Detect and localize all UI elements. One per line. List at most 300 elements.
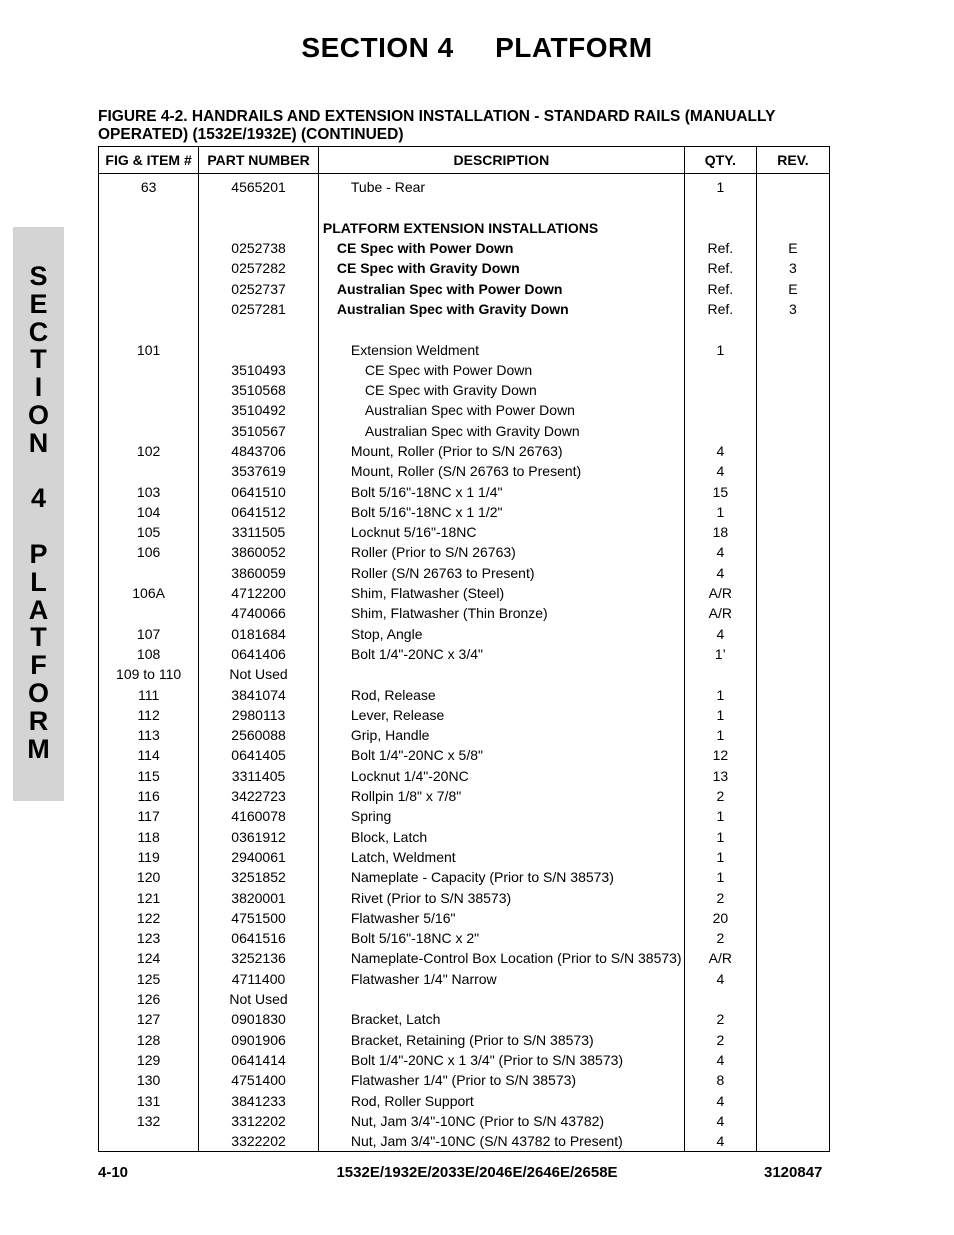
cell-fig-item [99, 461, 199, 481]
cell-fig-item [99, 421, 199, 441]
cell-qty [684, 989, 756, 1009]
table-row [99, 563, 830, 583]
header-rev: REV. [756, 147, 829, 174]
table-row [99, 806, 830, 826]
cell-description [318, 786, 684, 806]
cell-part-number: 0361912 [199, 827, 319, 847]
cell-part-number: 3251852 [199, 867, 319, 887]
cell-fig-item [99, 360, 199, 380]
side-tab-letter [13, 513, 64, 541]
cell-description [318, 1090, 684, 1110]
description-text: Australian Spec with Gravity Down [364, 422, 580, 439]
cell-rev [756, 887, 829, 907]
cell-part-number: 4712200 [199, 583, 319, 603]
cell-fig-item [99, 238, 199, 258]
cell-part-number: 3510567 [199, 421, 319, 441]
cell-description [318, 400, 684, 420]
cell-part-number: 0641414 [199, 1050, 319, 1070]
table-row [99, 725, 830, 745]
cell-part-number: 3860052 [199, 542, 319, 562]
cell-part-number: 0641406 [199, 644, 319, 664]
cell-qty: Ref. [684, 258, 756, 278]
description-text: Flatwasher 1/4" (Prior to S/N 38573) [350, 1072, 577, 1089]
table-row [99, 1070, 830, 1090]
cell-part-number: 0901830 [199, 1009, 319, 1029]
cell-description [318, 948, 684, 968]
table-row [99, 583, 830, 603]
cell-rev [756, 989, 829, 1009]
description-text: Nameplate - Capacity (Prior to S/N 38573) [350, 869, 614, 886]
cell-part-number: 3860059 [199, 563, 319, 583]
cell-description [318, 745, 684, 765]
cell-fig-item: 114 [99, 745, 199, 765]
cell-description [318, 989, 684, 1009]
cell-fig-item: 106 [99, 542, 199, 562]
cell-qty: 1 [684, 725, 756, 745]
cell-qty: 1 [684, 827, 756, 847]
cell-qty: 4 [684, 969, 756, 989]
cell-part-number: 3322202 [199, 1131, 319, 1152]
cell-qty: 20 [684, 908, 756, 928]
table-row [99, 522, 830, 542]
table-row [99, 481, 830, 501]
cell-qty: 4 [684, 542, 756, 562]
cell-rev [756, 421, 829, 441]
cell-description [318, 867, 684, 887]
cell-qty: 1 [684, 867, 756, 887]
description-text: Rivet (Prior to S/N 38573) [350, 889, 512, 906]
cell-description [318, 421, 684, 441]
description-text: Mount, Roller (Prior to S/N 26763) [350, 443, 563, 459]
cell-rev [756, 928, 829, 948]
cell-description [318, 360, 684, 380]
cell-qty: A/R [684, 603, 756, 623]
cell-description [318, 522, 684, 542]
cell-description [318, 644, 684, 664]
parts-table [98, 146, 830, 1152]
cell-part-number [199, 339, 319, 359]
cell-fig-item: 127 [99, 1009, 199, 1029]
cell-fig-item [99, 258, 199, 278]
cell-fig-item: 115 [99, 766, 199, 786]
cell-description [318, 278, 684, 298]
cell-fig-item [99, 299, 199, 319]
cell-part-number: 4751400 [199, 1070, 319, 1090]
cell-rev [756, 360, 829, 380]
cell-description [318, 847, 684, 867]
cell-qty: A/R [684, 583, 756, 603]
description-text: Extension Weldment [350, 341, 480, 358]
description-text: Rollpin 1/8" x 7/8" [350, 788, 462, 805]
cell-description [318, 441, 684, 461]
table-row [99, 238, 830, 258]
cell-description [318, 197, 684, 217]
table-row [99, 603, 830, 623]
cell-rev [756, 1131, 829, 1152]
cell-description [318, 806, 684, 826]
table-row [99, 705, 830, 725]
cell-fig-item: 107 [99, 624, 199, 644]
cell-fig-item [99, 603, 199, 623]
cell-rev: E [756, 278, 829, 298]
cell-fig-item: 108 [99, 644, 199, 664]
description-text: Bracket, Retaining (Prior to S/N 38573) [350, 1031, 594, 1048]
cell-fig-item [99, 563, 199, 583]
cell-rev [756, 583, 829, 603]
cell-qty: 2 [684, 1009, 756, 1029]
cell-rev [756, 847, 829, 867]
cell-qty [684, 664, 756, 684]
cell-fig-item: 129 [99, 1050, 199, 1070]
cell-part-number [199, 319, 319, 339]
cell-fig-item [99, 380, 199, 400]
cell-part-number: 4751500 [199, 908, 319, 928]
cell-rev [756, 380, 829, 400]
cell-qty: 1 [684, 174, 756, 198]
cell-qty: 4 [684, 1111, 756, 1131]
cell-part-number: 0901906 [199, 1029, 319, 1049]
cell-part-number: 3537619 [199, 461, 319, 481]
table-row [99, 461, 830, 481]
cell-part-number: 3252136 [199, 948, 319, 968]
description-text: Mount, Roller (S/N 26763 to Present) [350, 463, 582, 480]
description-text: Flatwasher 1/4" Narrow [350, 970, 497, 987]
description-text: Bolt 5/16"-18NC x 1 1/4" [350, 483, 503, 500]
cell-qty: 1 [684, 705, 756, 725]
description-text: CE Spec with Gravity Down [336, 260, 520, 277]
header-description: DESCRIPTION [318, 147, 684, 174]
section-label: SECTION 4 [301, 32, 454, 63]
cell-description [318, 319, 684, 339]
cell-rev [756, 684, 829, 704]
cell-rev [756, 319, 829, 339]
description-text: CE Spec with Gravity Down [364, 382, 537, 399]
cell-part-number: Not Used [199, 664, 319, 684]
cell-part-number: 0641510 [199, 481, 319, 501]
cell-rev: 3 [756, 299, 829, 319]
cell-description [318, 174, 684, 198]
cell-rev [756, 806, 829, 826]
description-text: CE Spec with Power Down [336, 240, 514, 257]
cell-rev [756, 1090, 829, 1110]
table-row [99, 847, 830, 867]
cell-part-number [199, 218, 319, 238]
description-text: Locknut 1/4"-20NC [350, 767, 469, 784]
cell-description [318, 766, 684, 786]
description-text: Block, Latch [350, 828, 428, 845]
table-row [99, 786, 830, 806]
side-tab-letter: A [28, 594, 49, 625]
cell-rev [756, 481, 829, 501]
cell-part-number: 0252737 [199, 278, 319, 298]
cell-rev [756, 1111, 829, 1131]
table-row [99, 887, 830, 907]
description-text: Australian Spec with Gravity Down [336, 300, 569, 317]
cell-qty [684, 400, 756, 420]
side-tab-letter: M [27, 733, 50, 764]
cell-rev [756, 197, 829, 217]
cell-fig-item: 106A [99, 583, 199, 603]
description-text: PLATFORM EXTENSION INSTALLATIONS [322, 219, 599, 236]
header-part-number: PART NUMBER [199, 147, 319, 174]
cell-fig-item: 119 [99, 847, 199, 867]
header-qty: QTY. [684, 147, 756, 174]
cell-fig-item: 103 [99, 481, 199, 501]
cell-part-number: 4565201 [199, 174, 319, 198]
cell-qty: 4 [684, 441, 756, 461]
cell-part-number: 4740066 [199, 603, 319, 623]
cell-fig-item: 101 [99, 339, 199, 359]
cell-rev [756, 461, 829, 481]
cell-rev [756, 948, 829, 968]
table-row [99, 867, 830, 887]
cell-description [318, 1111, 684, 1131]
table-row [99, 989, 830, 1009]
cell-fig-item: 105 [99, 522, 199, 542]
description-text: Shim, Flatwasher (Thin Bronze) [350, 605, 548, 622]
cell-fig-item [99, 319, 199, 339]
side-tab-letter: P [29, 538, 48, 569]
side-tab-letter: N [28, 427, 49, 458]
cell-part-number: Not Used [199, 989, 319, 1009]
description-text: Australian Spec with Power Down [336, 280, 563, 297]
cell-rev [756, 745, 829, 765]
description-text: Bolt 1/4"-20NC x 3/4" [350, 645, 483, 662]
cell-rev [756, 644, 829, 664]
parts-table-body [99, 174, 830, 1152]
cell-fig-item: 111 [99, 684, 199, 704]
table-row [99, 1131, 830, 1152]
description-text: Tube - Rear [350, 179, 426, 196]
cell-description [318, 238, 684, 258]
cell-part-number: 0641512 [199, 502, 319, 522]
cell-fig-item: 63 [99, 174, 199, 198]
cell-fig-item [99, 400, 199, 420]
cell-qty: 8 [684, 1070, 756, 1090]
table-row [99, 766, 830, 786]
description-text: Shim, Flatwasher (Steel) [350, 585, 505, 602]
cell-qty [684, 319, 756, 339]
section-title [0, 32, 954, 64]
cell-description [318, 258, 684, 278]
cell-qty [684, 360, 756, 380]
cell-rev [756, 1070, 829, 1090]
cell-part-number: 0641516 [199, 928, 319, 948]
cell-description [318, 1050, 684, 1070]
cell-fig-item: 132 [99, 1111, 199, 1131]
cell-part-number: 3422723 [199, 786, 319, 806]
cell-rev [756, 766, 829, 786]
cell-fig-item: 125 [99, 969, 199, 989]
table-row [99, 1009, 830, 1029]
description-text: Flatwasher 5/16" [350, 909, 456, 926]
description-text: Bolt 5/16"-18NC x 2" [350, 930, 480, 947]
cell-part-number: 3820001 [199, 887, 319, 907]
cell-rev [756, 786, 829, 806]
cell-part-number: 3510492 [199, 400, 319, 420]
section-side-tab [13, 227, 64, 801]
cell-rev [756, 441, 829, 461]
cell-fig-item [99, 197, 199, 217]
cell-description [318, 827, 684, 847]
description-text: Bolt 5/16"-18NC x 1 1/2" [350, 503, 503, 520]
table-row [99, 339, 830, 359]
cell-part-number: 0257282 [199, 258, 319, 278]
description-text: Locknut 5/16"-18NC [350, 524, 477, 541]
cell-description [318, 218, 684, 238]
table-row [99, 1111, 830, 1131]
cell-rev [756, 705, 829, 725]
cell-rev: E [756, 238, 829, 258]
cell-fig-item: 128 [99, 1029, 199, 1049]
cell-qty: 1 [684, 847, 756, 867]
cell-description [318, 542, 684, 562]
cell-description [318, 380, 684, 400]
cell-part-number: 3311505 [199, 522, 319, 542]
cell-part-number: 3312202 [199, 1111, 319, 1131]
cell-fig-item [99, 218, 199, 238]
figure-title: FIGURE 4-2. HANDRAILS AND EXTENSION INSTALLATION - STANDARD RAILS (MANUALLY OPERATED) (1532E/1932E) (CONTINUED) [98, 108, 776, 143]
table-row [99, 197, 830, 217]
description-text: Spring [350, 808, 392, 825]
cell-qty: 2 [684, 928, 756, 948]
footer-page-number: 4-10 [98, 1164, 129, 1181]
cell-qty: 13 [684, 766, 756, 786]
table-row [99, 278, 830, 298]
cell-description [318, 502, 684, 522]
side-tab-letter: F [30, 650, 47, 681]
cell-fig-item: 123 [99, 928, 199, 948]
table-row [99, 827, 830, 847]
header-fig-item: FIG & ITEM # [99, 147, 199, 174]
cell-qty: 2 [684, 887, 756, 907]
cell-description [318, 299, 684, 319]
cell-rev [756, 1029, 829, 1049]
description-text: Nameplate-Control Box Location (Prior to S/N 38573) [350, 950, 682, 967]
side-tab-letter: O [27, 677, 49, 708]
side-tab-letter: C [28, 316, 49, 347]
description-text: Roller (S/N 26763 to Present) [350, 564, 535, 581]
cell-qty: 4 [684, 563, 756, 583]
description-text: Bolt 1/4"-20NC x 5/8" [350, 747, 483, 764]
cell-qty: 4 [684, 1131, 756, 1152]
cell-part-number: 4711400 [199, 969, 319, 989]
cell-rev [756, 174, 829, 198]
description-text: Roller (Prior to S/N 26763) [350, 544, 516, 561]
table-row [99, 174, 830, 198]
cell-qty [684, 380, 756, 400]
side-tab-letters [13, 263, 64, 763]
table-row [99, 1050, 830, 1070]
description-text: Nut, Jam 3/4"-10NC (S/N 43782 to Present) [350, 1133, 623, 1150]
description-text: Australian Spec with Power Down [364, 402, 575, 419]
cell-rev [756, 664, 829, 684]
cell-part-number: 4160078 [199, 806, 319, 826]
cell-description [318, 1131, 684, 1152]
cell-rev: 3 [756, 258, 829, 278]
cell-rev [756, 542, 829, 562]
table-row [99, 258, 830, 278]
side-tab-letter: L [30, 566, 47, 597]
table-row [99, 502, 830, 522]
footer-models: 1532E/1932E/2033E/2046E/2646E/2658E [336, 1164, 618, 1181]
cell-qty [684, 421, 756, 441]
footer-doc-number: 3120847 [764, 1164, 823, 1181]
cell-qty: 4 [684, 461, 756, 481]
cell-fig-item: 126 [99, 989, 199, 1009]
cell-fig-item: 109 to 110 [99, 664, 199, 684]
cell-qty [684, 218, 756, 238]
cell-qty: 1 [684, 502, 756, 522]
side-tab-letter: E [29, 288, 48, 319]
cell-rev [756, 624, 829, 644]
table-row [99, 441, 830, 461]
cell-description [318, 603, 684, 623]
table-row [99, 684, 830, 704]
side-tab-letter: R [28, 705, 49, 736]
description-text: Latch, Weldment [350, 848, 456, 865]
table-row [99, 644, 830, 664]
cell-rev [756, 339, 829, 359]
cell-description [318, 969, 684, 989]
cell-rev [756, 1050, 829, 1070]
cell-part-number: 4843706 [199, 441, 319, 461]
cell-part-number: 3510493 [199, 360, 319, 380]
cell-description [318, 664, 684, 684]
table-row [99, 1029, 830, 1049]
side-tab-letter: I [34, 372, 43, 403]
cell-description [318, 887, 684, 907]
table-row [99, 360, 830, 380]
cell-part-number: 3841074 [199, 684, 319, 704]
table-row [99, 1090, 830, 1110]
table-row [99, 624, 830, 644]
cell-rev [756, 563, 829, 583]
table-row [99, 908, 830, 928]
cell-qty: Ref. [684, 238, 756, 258]
cell-part-number: 0252738 [199, 238, 319, 258]
description-text: Rod, Roller Support [350, 1092, 474, 1109]
cell-fig-item [99, 1131, 199, 1152]
cell-qty: 1 [684, 684, 756, 704]
description-text: Nut, Jam 3/4"-10NC (Prior to S/N 43782) [350, 1112, 605, 1129]
cell-qty: 1’ [684, 644, 756, 664]
description-text: Bolt 1/4"-20NC x 1 3/4" (Prior to S/N 38573) [350, 1051, 624, 1068]
table-row [99, 380, 830, 400]
cell-part-number: 2980113 [199, 705, 319, 725]
cell-fig-item: 112 [99, 705, 199, 725]
side-tab-letter: 4 [30, 483, 47, 514]
cell-part-number: 0641405 [199, 745, 319, 765]
side-tab-letter: O [27, 399, 49, 430]
cell-rev [756, 502, 829, 522]
cell-qty: 18 [684, 522, 756, 542]
cell-fig-item: 121 [99, 887, 199, 907]
cell-rev [756, 725, 829, 745]
table-header-row [99, 147, 830, 174]
cell-description [318, 725, 684, 745]
cell-description [318, 908, 684, 928]
cell-description [318, 481, 684, 501]
table-row [99, 542, 830, 562]
cell-qty: 4 [684, 624, 756, 644]
cell-rev [756, 522, 829, 542]
cell-fig-item: 118 [99, 827, 199, 847]
cell-fig-item: 102 [99, 441, 199, 461]
cell-part-number: 2560088 [199, 725, 319, 745]
cell-description [318, 1029, 684, 1049]
cell-fig-item: 124 [99, 948, 199, 968]
